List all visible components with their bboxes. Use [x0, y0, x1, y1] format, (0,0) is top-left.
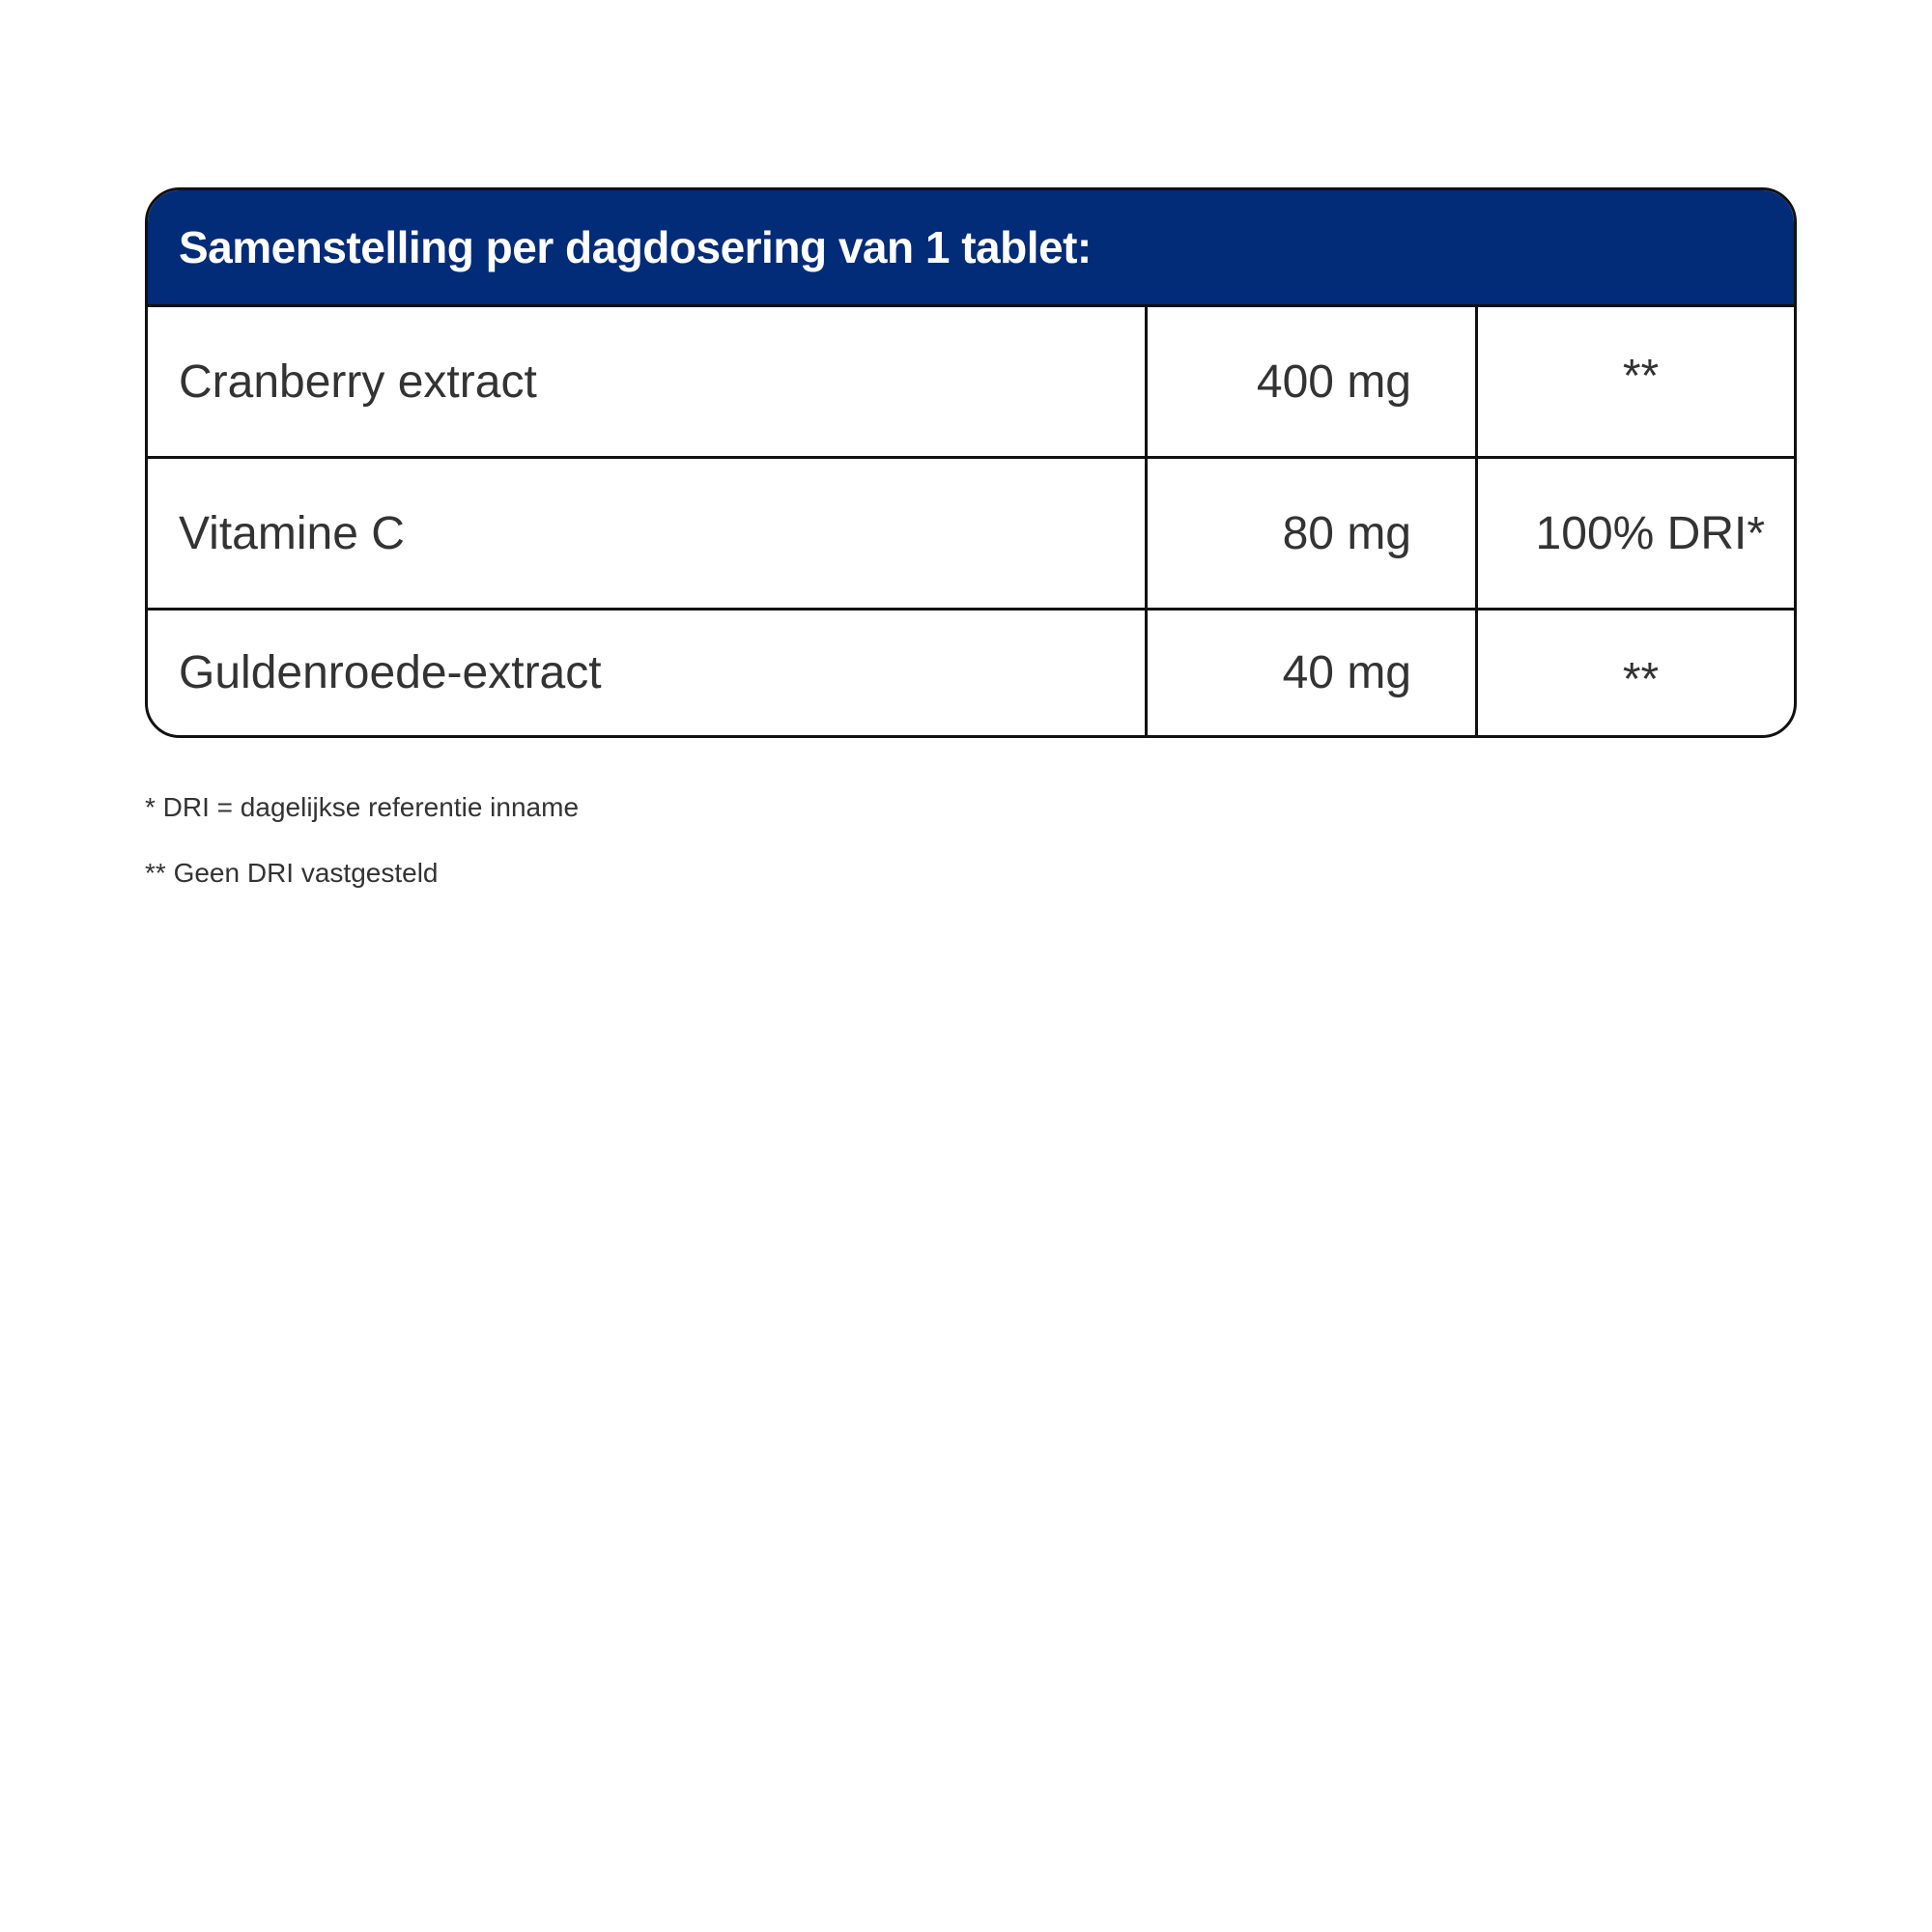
ingredient-name: Cranberry extract: [148, 307, 1148, 456]
ingredient-amount: 40 mg: [1148, 611, 1478, 735]
table-header: Samenstelling per dagdosering van 1 tablet:: [148, 190, 1794, 304]
ingredient-dri: **: [1622, 351, 1660, 402]
composition-table: [145, 187, 1797, 738]
table-row: [148, 456, 1794, 608]
ingredient-amount: 400 mg: [1148, 307, 1478, 456]
table-row: [148, 304, 1794, 456]
ingredient-dri: 100% DRI*: [1535, 507, 1765, 559]
footnote-dri-definition: * DRI = dagelijkse referentie inname: [145, 792, 580, 822]
table-row: [148, 608, 1794, 735]
footnote-no-dri: ** Geen DRI vastgesteld: [145, 858, 439, 888]
ingredient-amount: 80 mg: [1148, 459, 1478, 608]
ingredient-name: Vitamine C: [148, 459, 1148, 608]
ingredient-name: Guldenroede-extract: [148, 611, 1148, 735]
ingredient-dri: **: [1622, 654, 1660, 705]
